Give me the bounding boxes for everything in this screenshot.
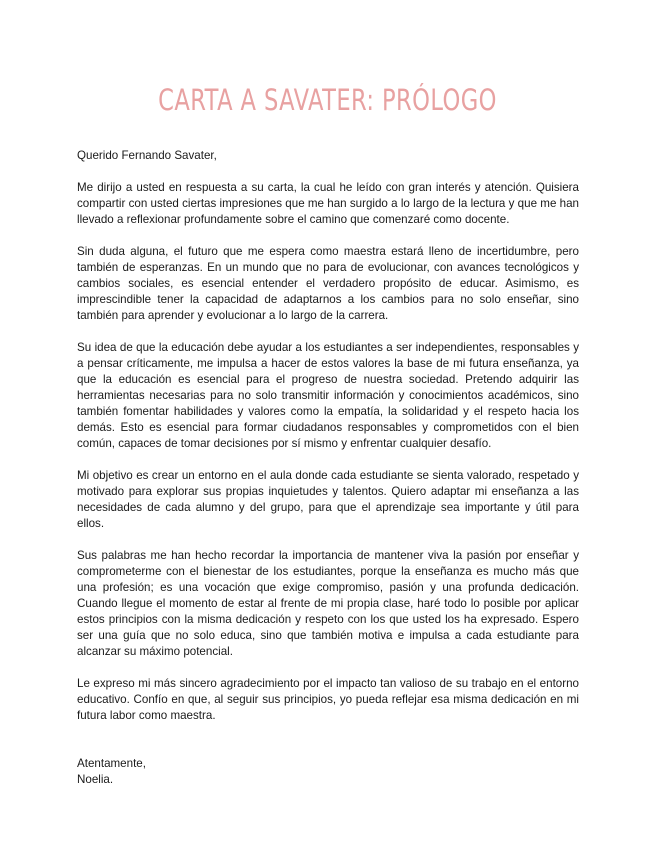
paragraph-2: Sin duda alguna, el futuro que me espera como maestra estará lleno de incertidumbre, pero también de esperanzas. En un mundo que no para de evolucionar, con avances tecnológicos y cambios sociales, es esencial entender el verdadero propósito de educar. Asimismo, es imprescindible tener la capacidad de adaptarnos a los cambios para no solo enseñar, sino también para aprender y evolucionar a lo largo de la carrera. bbox=[77, 245, 579, 322]
letter-body bbox=[77, 148, 579, 788]
paragraph-4: Mi objetivo es crear un entorno en el aula donde cada estudiante se sienta valorado, respetado y motivado para explorar sus propias inquietudes y talentos. Quiero adaptar mi enseñanza a las necesidades de cada alumno y del grupo, para que el aprendizaje sea importante y útil para ellos. bbox=[77, 469, 579, 530]
paragraph-1: Me dirijo a usted en respuesta a su carta, la cual he leído con gran interés y atención. Quisiera compartir con usted ciertas impresiones que me han surgido a lo largo de la lectura y que me han llevado a reflexionar profundamente sobre el camino que comenzaré como docente. bbox=[77, 181, 579, 226]
letter-signature: Noelia. bbox=[77, 773, 114, 786]
paragraph-6: Le expreso mi más sincero agradecimiento por el impacto tan valioso de su trabajo en el entorno educativo. Confío en que, al seguir sus principios, yo pueda reflejar esa misma dedicación en mi futura labor como maestra. bbox=[77, 677, 579, 722]
letter-closing: Atentamente, bbox=[77, 757, 146, 770]
paragraph-3: Su idea de que la educación debe ayudar a los estudiantes a ser independientes, responsables y a pensar críticamente, me impulsa a hacer de estos valores la base de mi futura enseñanza, ya que la educación es esencial para el progreso de nuestra sociedad. Pretendo adquirir las herramientas necesarias para no solo transmitir información y conocimientos académicos, sino también fomentar habilidades y valores como la empatía, la solidaridad y el respeto hacia los demás. Esto es esencial para formar ciudadanos responsables y comprometidos con el bien común, capaces de tomar decisiones por sí mismo y enfrentar cualquier desafío. bbox=[77, 341, 579, 450]
paragraph-5: Sus palabras me han hecho recordar la importancia de mantener viva la pasión por enseñar y comprometerme con el bienestar de los estudiantes, porque la enseñanza es mucho más que una profesión; es una vocación que exige compromiso, pasión y una profunda dedicación. Cuando llegue el momento de estar al frente de mi propia clase, haré todo lo posible por aplicar estos principios con la misma dedicación y respeto con los que usted los ha expresado. Espero ser una guía que no solo educa, sino que también motiva e impulsa a cada estudiante para alcanzar su máximo potencial. bbox=[77, 549, 579, 658]
letter-greeting: Querido Fernando Savater, bbox=[77, 149, 217, 162]
document-title: CARTA A SAVATER: PRÓLOGO bbox=[158, 83, 497, 117]
letter-closing-block bbox=[77, 756, 579, 788]
